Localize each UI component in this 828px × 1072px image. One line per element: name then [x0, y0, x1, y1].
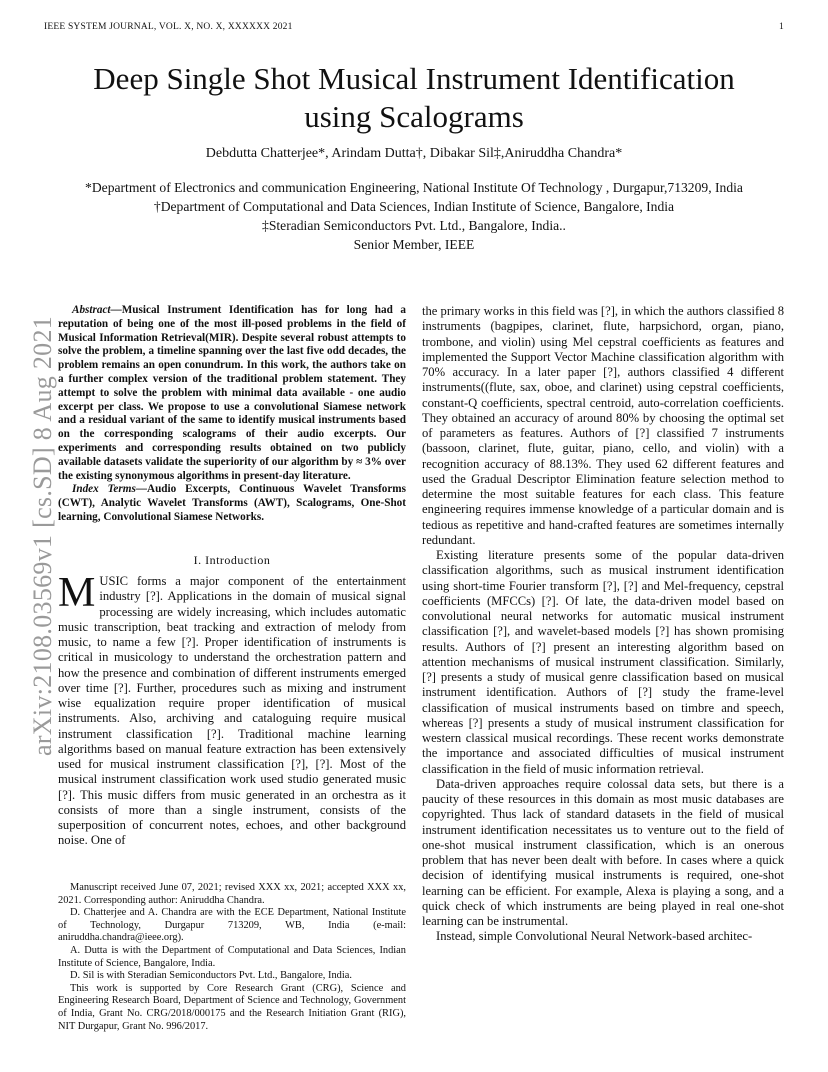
- arxiv-stamp: [28, 296, 57, 756]
- arxiv-stamp-text: arXiv:2108.03569v1 [cs.SD] 8 Aug 2021: [28, 315, 57, 756]
- footnote-3: A. Dutta is with the Department of Computational and Data Sciences, Indian Institute of Science, Bangalore, India.: [58, 944, 406, 969]
- journal-name: IEEE SYSTEM JOURNAL, VOL. X, NO. X, XXXXXX 2021: [44, 22, 293, 32]
- left-column: [58, 304, 406, 849]
- footnote-1: Manuscript received June 07, 2021; revised XXX xx, 2021; accepted XXX xx, 2021. Corresponding author: Aniruddha Chandra.: [58, 882, 406, 906]
- index-terms-label: Index Terms: [72, 483, 136, 496]
- right-column: [422, 304, 784, 945]
- abstract-text: —Musical Instrument Identification has for long had a reputation of being one of the most ill-posed problems in the field of Musical Information Retrieval(MIR). Despite several robust attempts to solve the problem, a timeline spanning over the last five odd decades, the problem remains an open conundrum. In this work, the authors take on a further complex version of the traditional problem statement. They attempt to solve the problem with minimal data available - one audio excerpt per class. We propose to use a convolutional Siamese network and a residual variant of the same to identify musical instruments based on the corresponding scalograms of their audio excerpts. Our experiments and corresponding results obtained on two publicly available datasets validate the superiority of our algorithm by ≈ 3% over the existing synonymous algorithms in present-day literature.: [58, 304, 406, 482]
- abstract: [58, 304, 406, 483]
- section-heading: I. Introduction: [193, 552, 271, 567]
- footnote-2: D. Chatterjee and A. Chandra are with the ECE Department, National Institute of Technology, Durgapur 713209, WB, India (e-mail: aniruddha.chandra@ieee.org).: [58, 907, 406, 944]
- index-terms-text: —Audio Excerpts, Continuous Wavelet Transforms (CWT), Analytic Wavelet Transforms (AWT), Scalograms, One-Shot learning, Convolutional Siamese Networks.: [58, 483, 406, 523]
- author-list: Debdutta Chatterjee*, Arindam Dutta†, Dibakar Sil‡,Aniruddha Chandra*: [205, 146, 623, 161]
- affiliation-1: *Department of Electronics and communication Engineering, National Institute Of Technology , Durgapur,713209, India: [85, 180, 743, 195]
- drop-cap: M: [58, 570, 96, 616]
- index-terms: [58, 483, 406, 524]
- right-paragraph-2: Existing literature presents some of the popular data-driven classification algorithms, such as musical instrument identification using short-time Fourier transform [?], [?] and Mel-frequency, cepstral coefficients (MFCCs) [?]. Of late, the data-driven model based on convolutional neural networks for automatic musical instrument classification [?], and wavelet-based models [?] has shown promising results. Authors of [?] present an interesting algorithm based on attention mechanisms of musical instrument classification. Similarly, [?] presents a study of musical genre classification based on musical instrument identification. Authors of [?] study the frame-level classification of musical instruments based on timbre and speech, whereas [?] presents a study of musical instrument classification for western classical musical recordings. These recent works demonstrate the importance and associated difficulties of musical instrument classification in the field of music information retrieval.: [422, 548, 784, 776]
- right-paragraph-4: Instead, simple Convolutional Neural Network-based architec-: [436, 929, 753, 944]
- footnote-5: This work is supported by Core Research Grant (CRG), Science and Engineering Research Board, Department of Science and Technology, Government of India, Grant No. CRG/2018/000175 and the Research Initiation Grant (RIG), NIT Durgapur, Grant No. 996/2017.: [58, 982, 406, 1032]
- page-number: 1: [779, 22, 784, 32]
- intro-paragraph: [58, 570, 406, 849]
- right-paragraph-1: the primary works in this field was [?], in which the authors classified 8 instruments (bagpipes, clarinet, flute, harpsichord, organ, piano, trombone, and violin) using Mel cepstral coefficients as features and implemented the Support Vector Machine classification algorithm with 70% accuracy. In a later paper [?], authors classified 4 different instruments((flute, sax, oboe, and clarinet) using cepstral coefficients, constant-Q coefficients, spectral centroid, auto-correlation coefficients. They obtained an accuracy of around 80% by choosing the optimal set of parameters as features. Authors of [?] classified 7 instruments (bassoon, clarinet, flute, guitar, piano, cello, and violin) with a recognition accuracy of 88.13%. They used 62 different features and used the Gradual Descriptor Elimination feature selection method to determine the most suitable features for each class. This feature engineering requires immense knowledge of a particular domain and is tedious as repetitive and hand-crafted features are sometimes internally redundant.: [422, 304, 784, 547]
- affiliation-4: Senior Member, IEEE: [353, 237, 475, 252]
- running-header: [44, 22, 784, 36]
- footnote-4: D. Sil is with Steradian Semiconductors Pvt. Ltd., Bangalore, India.: [70, 970, 352, 982]
- title-line-1: Deep Single Shot Musical Instrument Identification: [93, 61, 735, 96]
- footnotes: [58, 882, 406, 1033]
- affiliation-2: †Department of Computational and Data Sciences, Indian Institute of Science, Bangalore, India: [153, 199, 675, 214]
- abstract-label: Abstract: [72, 304, 111, 316]
- affiliations: [20, 178, 808, 254]
- right-paragraph-3: Data-driven approaches require colossal data sets, but there is a paucity of these resources in this domain as most music databases are copyrighted. Thus lack of standard datasets in the field of musical instrument identification necessitates us to venture out to the field of one-shot musical instrument classification, which is an onerous problem that has never been dealt with before. In cases where a quick decision of identifying musical instruments is required, one-shot learning can be efficient. For example, Alexa is playing a song, and a quick check of which instruments are being played in real one-shot learning can be instrumental.: [422, 776, 784, 928]
- intro-text: USIC forms a major component of the entertainment industry [?]. Applications in the domain of musical signal processing are widely increasing, which includes automatic music transcription, beat tracking and extraction of melody from music, to name a few [?]. Proper identification of instruments is critical in musicology to understand the orchestration pattern and how the presence and combination of different instruments emerged over time [?]. Further, procedures such as mixing and instrument wise equalization require proper identification of musical instruments. Also, archiving and cataloguing require musical instrument classification [?]. Traditional machine learning algorithms based on manual feature extraction has been extensively used for musical instrument classification [?], [?]. Most of the musical instrument classification work used studio generated music [?]. This music differs from music generated in an orchestra as it consists of more than a single instrument, consists of the superposition of concurrent notes, echoes, and other background noise. One of: [58, 574, 406, 848]
- affiliation-3: ‡Steradian Semiconductors Pvt. Ltd., Bangalore, India..: [262, 218, 566, 233]
- paper-title: [40, 60, 788, 136]
- title-line-2: using Scalograms: [304, 99, 524, 134]
